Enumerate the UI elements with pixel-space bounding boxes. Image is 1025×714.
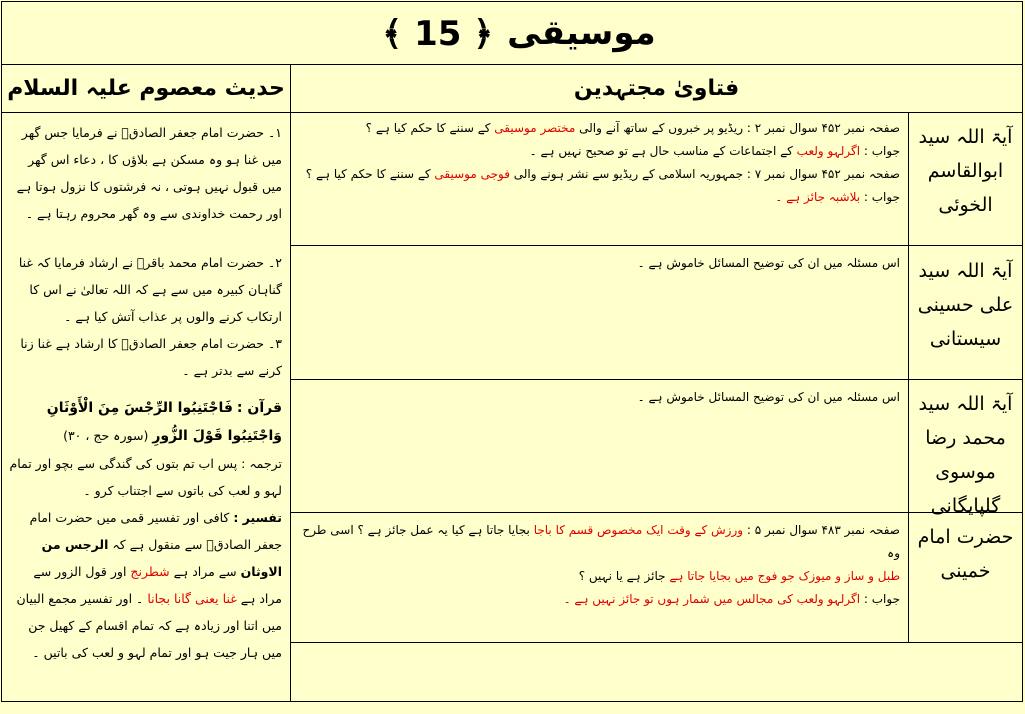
divider-row-4 [290, 642, 1022, 643]
scholar-khoei: آیۃ اللہ سید ابوالقاسم الخوئی [918, 126, 1013, 216]
tafsir: تفسیر : کافی اور تفسیر قمی میں حضرت امام جعفر الصادقؑ سے منقول ہے کہ الرجس من الاوثان سے مراد ہے شطرنج اور قول الزور سے مراد ہے غنا یعنی گانا بجانا ۔ اور تفسیر مجمع البیان میں اتنا اور زیادہ ہے کہ تمام اقسام کے کھیل جن میں ہار جیت ہو اور تمام لہو و لعب کی باتیں ۔ [16, 510, 282, 660]
scholar-sistani: آیۃ اللہ سید علی حسینی سیستانی [917, 260, 1014, 350]
fatwa-line: صفحہ نمبر ۴۸۳ سوال نمبر ۵ : ورزش کے وقت ایک مخصوص قسم کا باجا بجایا جاتا ہے کیا یہ عمل جائز ہے ؟ اسی طرح وہ [302, 523, 900, 560]
fatwa-line: جواب : اگرلہو ولعب کے اجتماعات کے مناسب حال ہے تو صحیح نہیں ہے ۔ [529, 144, 900, 158]
title-number-value: 15 [414, 13, 462, 54]
title-text: موسیقی [507, 13, 656, 53]
scholar-golpaygani: آیۃ اللہ سید محمد رضا موسوی گلپایگانی [918, 393, 1013, 517]
fatwa-line: صفحہ نمبر ۴۵۲ سوال نمبر ۲ : ریڈیو پر خبروں کے ساتھ آنے والی مختصر موسیقی کے سننے کا حکم کیا ہے ؟ [365, 121, 900, 135]
scholar-khomeini: حضرت امام خمینی [917, 526, 1014, 582]
tafsir-label: تفسیر : [233, 510, 282, 525]
hadith-2: ۲۔ حضرت امام محمد باقرؑ نے ارشاد فرمایا کہ غنا گناہان کبیرہ میں سے ہے کہ اللہ تعالیٰ نے اس کا ارتکاب کرنے والوں پر عذاب آتش کیا ہے ۔ [18, 255, 282, 324]
fatwa-line: صفحہ نمبر ۴۵۲ سوال نمبر ۷ : جمہوریہ اسلامی کے ریڈیو سے نشر ہونے والی فوجی موسیقی کے سننے کا حکم کیا ہے ؟ [305, 167, 900, 181]
header-fatawa: فتاویٰ مجتہدین [573, 76, 740, 101]
fatwa-line: طبل و ساز و میوزک جو فوج میں بجایا جاتا ہے جائز ہے یا نہیں ؟ [578, 569, 900, 583]
title-close-bracket: ﴾ [382, 13, 403, 54]
fatwa-khomeini [291, 515, 908, 611]
hadith-3: ۳۔ حضرت امام جعفر الصادقؑ کا ارشاد ہے غنا زنا کرنے سے بدتر ہے ۔ [20, 336, 282, 378]
quran-verse [8, 394, 282, 450]
divider-row-2 [290, 379, 1022, 380]
title-open-bracket: ﴿ [473, 13, 494, 54]
fatwa-sistani [291, 248, 908, 275]
title-number [382, 13, 493, 54]
divider-row-1 [290, 245, 1022, 246]
quran-label: قرآن : [236, 400, 282, 416]
fatwa-table [1, 1, 1023, 702]
fatwa-line: جواب : بلاشبہ جائز ہے ۔ [775, 190, 900, 204]
quran-reference: (سورہ حج ، ۳۰) [63, 428, 149, 443]
fatwa-line: اس مسئلہ میں ان کی توضیح المسائل خاموش ہے ۔ [637, 390, 900, 404]
quran-text: فَاجْتَنِبُوا الرِّجْسَ مِنَ الْأَوْثَانِ وَاجْتَنِبُوا قَوْلَ الزُّورِ [46, 400, 282, 444]
header-hadith: حدیث معصوم علیہ السلام [7, 76, 285, 101]
fatwa-line: جواب : اگرلہو ولعب کی مجالس میں شمار ہوں تو جائز نہیں ہے ۔ [563, 592, 900, 606]
fatwa-golpaygani [291, 382, 908, 409]
fatwa-khoei [291, 113, 908, 209]
hadith-1: ۱۔ حضرت امام جعفر الصادقؑ نے فرمایا جس گھر میں غنا ہو وہ مسکن ہے بلاؤں کا ، دعاء اس گھر میں قبول نہیں ہوتی ، نہ فرشتوں کا نزول ہوتا ہے اور رحمت خداوندی سے وہ گھر محروم رہتا ہے ۔ [16, 125, 282, 221]
hadith-column [2, 113, 290, 666]
fatwa-line: اس مسئلہ میں ان کی توضیح المسائل خاموش ہے ۔ [637, 256, 900, 270]
page-title [2, 2, 1022, 65]
translation: ترجمہ : پس اب تم بتوں کی گندگی سے بچو اور تمام لہو و لعب کی باتوں سے اجتناب کرو ۔ [9, 456, 282, 498]
